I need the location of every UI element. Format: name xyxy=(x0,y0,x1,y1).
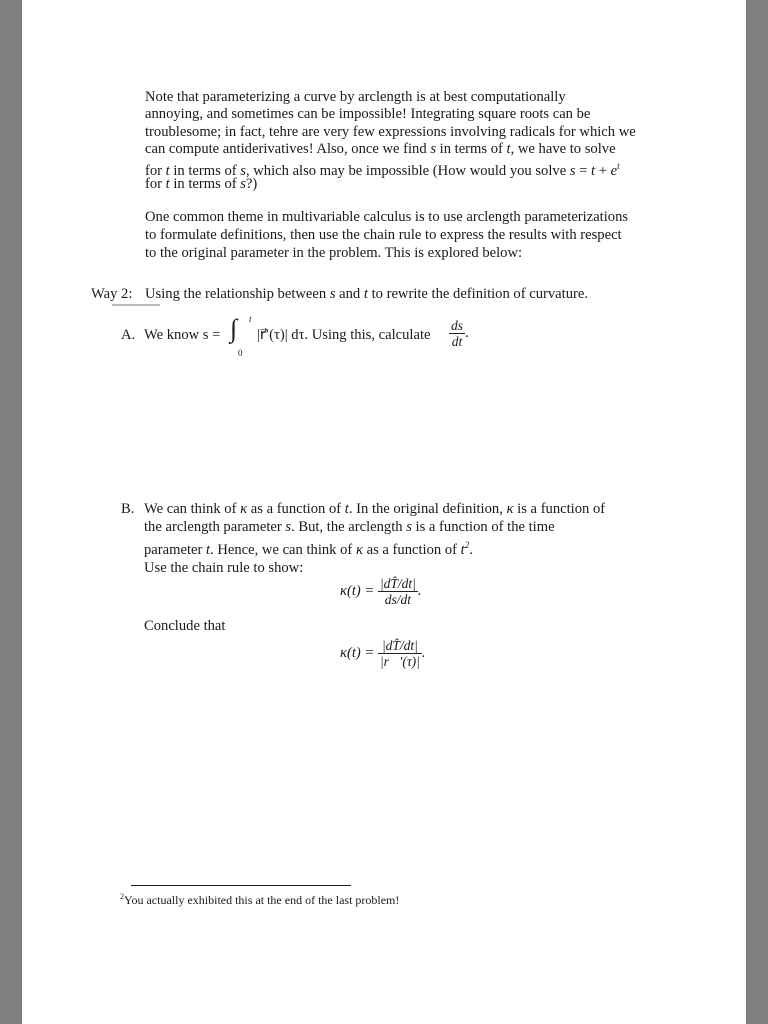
math-variable: t xyxy=(363,286,368,302)
text-run: and xyxy=(335,286,364,302)
text-run: , we have to solve xyxy=(510,140,616,157)
text-run: ?) xyxy=(245,175,258,192)
math-variable: κ xyxy=(240,501,248,517)
text-run: . In the original definition, xyxy=(348,501,507,517)
document-page xyxy=(22,0,746,1024)
text-run: parameter xyxy=(144,541,206,558)
text-run: troublesome; in fact, tehre are very few expressions involving radicals for which we xyxy=(145,123,636,140)
text-run: , which also may be impossible (How would you solve xyxy=(245,163,570,180)
eq1-num: |dT̂/dt| xyxy=(379,576,416,591)
eq1-den: ds/dt xyxy=(384,592,412,607)
text-run: One common theme in multivariable calculus is to use arclength parameterizations xyxy=(145,209,629,225)
text-line xyxy=(145,209,628,226)
text-run: in terms of xyxy=(169,163,241,180)
text-run: . Hence, we can think of xyxy=(210,541,356,558)
math-variable: s xyxy=(240,163,246,180)
math-variable: t xyxy=(344,501,349,517)
math-variable: t xyxy=(165,175,170,192)
text-line xyxy=(145,141,616,158)
frac-num: ds xyxy=(451,318,464,333)
part-b-label: B. xyxy=(121,501,135,517)
ds-dt-fraction xyxy=(449,318,465,349)
text-line xyxy=(145,286,588,303)
text-run: to formulate definitions, then use the chain rule to express the results with respect xyxy=(145,227,622,243)
text-run: We can think of xyxy=(144,501,241,517)
way2-label: Way 2: xyxy=(91,286,133,302)
eq1-end: . xyxy=(417,582,422,599)
text-line xyxy=(145,245,522,262)
text-run: annoying, and sometimes can be impossible! Integrating square roots can be xyxy=(145,106,591,123)
conclude-text: Conclude that xyxy=(144,618,226,634)
integral-upper: t xyxy=(249,314,252,324)
text-run: is a function of xyxy=(513,501,606,517)
text-run: to rewrite the definition of curvature. xyxy=(367,286,588,302)
math-variable: s xyxy=(329,286,336,302)
part-a-label: A. xyxy=(121,327,136,343)
text-run: Using the relationship between xyxy=(145,286,330,302)
math-variable: t xyxy=(165,163,170,180)
footnote xyxy=(120,888,399,909)
equation-1 xyxy=(340,576,422,607)
text-line xyxy=(144,501,605,518)
period: . xyxy=(465,324,469,341)
eq1-lhs: κ(t) = xyxy=(340,582,375,599)
text-run: as a function of xyxy=(247,501,345,517)
math-variable: t xyxy=(506,140,511,157)
part-a-integrand: |r⃗′(τ)| dτ. Using this, calculate xyxy=(257,327,431,343)
text-run: = xyxy=(575,163,592,180)
text-run: is a function of the time xyxy=(411,519,555,535)
footnote-text: You actually exhibited this at the end of the last problem! xyxy=(124,893,400,907)
equation-2 xyxy=(340,638,426,669)
math-variable: κ xyxy=(355,541,363,558)
text-run: in terms of xyxy=(436,140,507,157)
part-a-prefix: We know s = xyxy=(144,327,221,343)
text-line xyxy=(145,106,590,123)
math-variable: s xyxy=(240,175,246,192)
math-variable: t xyxy=(460,541,465,558)
integral-lower: 0 xyxy=(238,348,243,358)
text-run: as a function of xyxy=(362,541,461,558)
use-chain-text: Use the chain rule to show: xyxy=(144,560,304,576)
frac-den: dt xyxy=(451,334,463,349)
text-run: for xyxy=(145,175,166,192)
math-variable: s xyxy=(406,519,412,535)
text-line xyxy=(144,519,555,536)
text-run: . xyxy=(469,541,473,558)
eq1-fraction xyxy=(378,576,418,607)
eq2-num: |dT̂/dt| xyxy=(378,638,422,654)
text-run: to the original parameter in the problem. This is explored below: xyxy=(145,245,523,261)
eq2-end: . xyxy=(421,644,426,661)
math-variable: e xyxy=(610,163,618,180)
text-run: the arclength parameter xyxy=(144,519,286,535)
text-run: + xyxy=(595,163,611,180)
integral-sign: ∫ xyxy=(230,313,238,343)
way2-underline xyxy=(112,304,160,306)
eq2-den: |r⃗′(τ)| xyxy=(379,654,420,669)
math-variable: t xyxy=(205,541,211,558)
text-line xyxy=(145,227,622,244)
math-variable: κ xyxy=(506,501,514,517)
math-variable: t xyxy=(591,163,596,180)
math-superscript: t xyxy=(617,161,620,172)
eq2-lhs: κ(t) = xyxy=(340,644,375,661)
math-variable: s xyxy=(285,519,292,535)
text-run: for xyxy=(145,163,166,180)
eq2-fraction xyxy=(378,638,422,669)
math-variable: s xyxy=(569,163,576,180)
text-run: . But, the arclength xyxy=(291,519,407,535)
text-run: Note that parameterizing a curve by arclength is at best computationally xyxy=(145,89,566,105)
text-line xyxy=(144,537,473,559)
footnote-rule xyxy=(131,885,351,886)
text-run: in terms of xyxy=(169,175,241,192)
math-superscript: 2 xyxy=(464,540,470,550)
text-line xyxy=(145,124,636,141)
math-variable: s xyxy=(430,140,436,157)
footnote-mark: 2 xyxy=(120,892,124,901)
text-run: can compute antiderivatives! Also, once we find xyxy=(145,140,431,157)
text-line xyxy=(145,89,566,106)
text-line xyxy=(145,176,257,193)
